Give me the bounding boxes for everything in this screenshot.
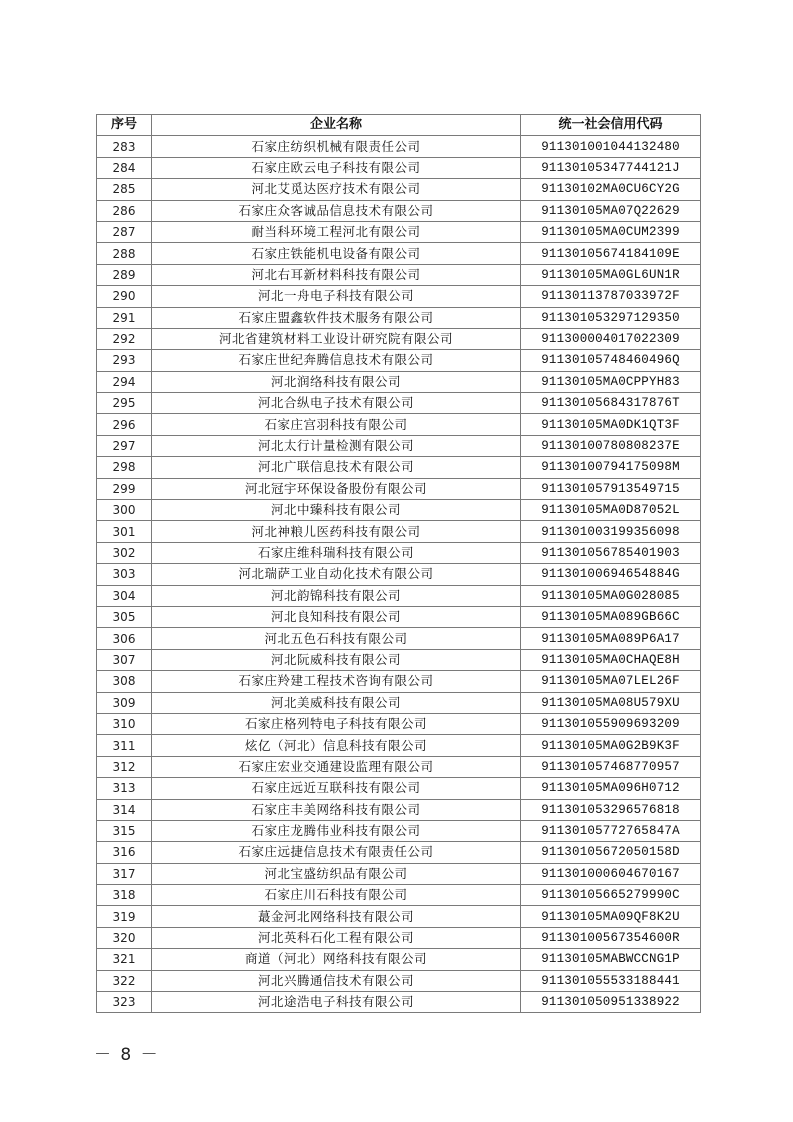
enterprise-name-cell: 石家庄远捷信息技术有限责任公司 [152, 842, 521, 863]
serial-number-cell: 320 [97, 927, 152, 948]
table-row [97, 970, 701, 991]
enterprise-name-cell: 河北右耳新材料科技有限公司 [152, 264, 521, 285]
table-row [97, 414, 701, 435]
serial-number-cell: 311 [97, 735, 152, 756]
table-row [97, 243, 701, 264]
serial-number-cell: 308 [97, 671, 152, 692]
serial-number-cell: 307 [97, 649, 152, 670]
enterprise-name-cell: 河北省建筑材料工业设计研究院有限公司 [152, 328, 521, 349]
enterprise-name-cell: 蕞金河北网络科技有限公司 [152, 906, 521, 927]
credit-code-cell: 91130105MA0D87052L [521, 500, 701, 521]
credit-code-cell: 91130105MA0CHAQE8H [521, 649, 701, 670]
table-row [97, 906, 701, 927]
credit-code-cell: 91130102MA0CU6CY2G [521, 179, 701, 200]
serial-number-cell: 317 [97, 863, 152, 884]
credit-code-cell: 911301053297129350 [521, 307, 701, 328]
serial-number-cell: 312 [97, 756, 152, 777]
credit-code-cell: 91130105MA0G2B9K3F [521, 735, 701, 756]
serial-number-cell: 323 [97, 992, 152, 1013]
serial-number-cell: 301 [97, 521, 152, 542]
enterprise-name-cell: 河北广联信息技术有限公司 [152, 457, 521, 478]
credit-code-cell: 91130105MA0GL6UN1R [521, 264, 701, 285]
serial-number-cell: 293 [97, 350, 152, 371]
credit-code-cell: 91130105674184109E [521, 243, 701, 264]
serial-number-cell: 313 [97, 778, 152, 799]
table-row [97, 671, 701, 692]
serial-number-cell: 297 [97, 435, 152, 456]
credit-code-cell: 91130100780808237E [521, 435, 701, 456]
credit-code-cell: 91130105MA08U579XU [521, 692, 701, 713]
enterprise-name-cell: 河北英科石化工程有限公司 [152, 927, 521, 948]
credit-code-cell: 911300004017022309 [521, 328, 701, 349]
table-row [97, 564, 701, 585]
credit-code-cell: 91130105748460496Q [521, 350, 701, 371]
table-row [97, 200, 701, 221]
table-row [97, 264, 701, 285]
serial-number-cell: 292 [97, 328, 152, 349]
enterprise-name-cell: 石家庄格列特电子科技有限公司 [152, 713, 521, 734]
serial-number-cell: 300 [97, 500, 152, 521]
credit-code-cell: 911301057913549715 [521, 478, 701, 499]
table-row [97, 157, 701, 178]
credit-code-cell: 911301055533188441 [521, 970, 701, 991]
table-row [97, 286, 701, 307]
credit-code-cell: 91130105MA07Q22629 [521, 200, 701, 221]
enterprise-name-cell: 河北润络科技有限公司 [152, 371, 521, 392]
credit-code-cell: 91130105MA07LEL26F [521, 671, 701, 692]
credit-code-cell: 91130105MA0CPPYH83 [521, 371, 701, 392]
enterprise-name-cell: 石家庄宏业交通建设监理有限公司 [152, 756, 521, 777]
serial-number-cell: 304 [97, 585, 152, 606]
credit-code-cell: 911301050951338922 [521, 992, 701, 1013]
credit-code-cell: 911301053296576818 [521, 799, 701, 820]
table-row [97, 649, 701, 670]
serial-number-cell: 314 [97, 799, 152, 820]
credit-code-cell: 91130105MA0G028085 [521, 585, 701, 606]
table-row [97, 585, 701, 606]
enterprise-name-cell: 炫亿（河北）信息科技有限公司 [152, 735, 521, 756]
enterprise-name-cell: 河北冠宇环保设备股份有限公司 [152, 478, 521, 499]
enterprise-name-cell: 河北神粮儿医药科技有限公司 [152, 521, 521, 542]
enterprise-name-cell: 石家庄盟鑫软件技术服务有限公司 [152, 307, 521, 328]
credit-code-cell: 91130105MA0DK1QT3F [521, 414, 701, 435]
serial-number-cell: 318 [97, 885, 152, 906]
serial-number-cell: 288 [97, 243, 152, 264]
credit-code-cell: 911301003199356098 [521, 521, 701, 542]
table-row [97, 842, 701, 863]
serial-number-cell: 287 [97, 221, 152, 242]
credit-code-cell: 91130100694654884G [521, 564, 701, 585]
enterprise-table [96, 114, 701, 1013]
serial-number-cell: 315 [97, 820, 152, 841]
enterprise-name-cell: 河北合纵电子技术有限公司 [152, 393, 521, 414]
table-row [97, 435, 701, 456]
enterprise-name-cell: 石家庄丰美网络科技有限公司 [152, 799, 521, 820]
enterprise-name-cell: 河北兴腾通信技术有限公司 [152, 970, 521, 991]
enterprise-name-cell: 河北五色石科技有限公司 [152, 628, 521, 649]
table-row [97, 799, 701, 820]
table-row [97, 393, 701, 414]
credit-code-cell: 911301057468770957 [521, 756, 701, 777]
credit-code-cell: 911301055909693209 [521, 713, 701, 734]
table-body [97, 136, 701, 1013]
column-header-enterprise-name: 企业名称 [152, 115, 521, 136]
enterprise-name-cell: 河北太行计量检测有限公司 [152, 435, 521, 456]
credit-code-cell: 91130105347744121J [521, 157, 701, 178]
enterprise-name-cell: 河北良知科技有限公司 [152, 606, 521, 627]
table-header-row [97, 115, 701, 136]
table-row [97, 478, 701, 499]
serial-number-cell: 286 [97, 200, 152, 221]
enterprise-name-cell: 石家庄宫羽科技有限公司 [152, 414, 521, 435]
enterprise-name-cell: 石家庄羚建工程技术咨询有限公司 [152, 671, 521, 692]
credit-code-cell: 91130105684317876T [521, 393, 701, 414]
enterprise-name-cell: 石家庄川石科技有限公司 [152, 885, 521, 906]
table-row [97, 328, 701, 349]
enterprise-name-cell: 石家庄维科瑞科技有限公司 [152, 542, 521, 563]
serial-number-cell: 289 [97, 264, 152, 285]
table-row [97, 521, 701, 542]
serial-number-cell: 302 [97, 542, 152, 563]
enterprise-name-cell: 商道（河北）网络科技有限公司 [152, 949, 521, 970]
table-row [97, 457, 701, 478]
table-row [97, 136, 701, 157]
serial-number-cell: 290 [97, 286, 152, 307]
credit-code-cell: 91130105665279990C [521, 885, 701, 906]
enterprise-name-cell: 河北阮威科技有限公司 [152, 649, 521, 670]
enterprise-name-cell: 耐当科环境工程河北有限公司 [152, 221, 521, 242]
serial-number-cell: 296 [97, 414, 152, 435]
credit-code-cell: 911301056785401903 [521, 542, 701, 563]
table-row [97, 863, 701, 884]
credit-code-cell: 91130105MA09QF8K2U [521, 906, 701, 927]
enterprise-name-cell: 河北一舟电子科技有限公司 [152, 286, 521, 307]
table-row [97, 628, 701, 649]
table-row [97, 778, 701, 799]
enterprise-name-cell: 河北韵锦科技有限公司 [152, 585, 521, 606]
enterprise-name-cell: 石家庄龙腾伟业科技有限公司 [152, 820, 521, 841]
table-row [97, 735, 701, 756]
credit-code-cell: 91130105MA0CUM2399 [521, 221, 701, 242]
serial-number-cell: 283 [97, 136, 152, 157]
serial-number-cell: 298 [97, 457, 152, 478]
table-row [97, 179, 701, 200]
credit-code-cell: 91130105672050158D [521, 842, 701, 863]
enterprise-name-cell: 河北美威科技有限公司 [152, 692, 521, 713]
table-row [97, 221, 701, 242]
serial-number-cell: 295 [97, 393, 152, 414]
column-header-credit-code: 统一社会信用代码 [521, 115, 701, 136]
serial-number-cell: 316 [97, 842, 152, 863]
serial-number-cell: 321 [97, 949, 152, 970]
credit-code-cell: 911301000604670167 [521, 863, 701, 884]
serial-number-cell: 294 [97, 371, 152, 392]
serial-number-cell: 305 [97, 606, 152, 627]
enterprise-name-cell: 石家庄纺织机械有限责任公司 [152, 136, 521, 157]
table-row [97, 992, 701, 1013]
table-row [97, 713, 701, 734]
table-row [97, 885, 701, 906]
serial-number-cell: 284 [97, 157, 152, 178]
credit-code-cell: 91130105MABWCCNG1P [521, 949, 701, 970]
table-row [97, 500, 701, 521]
credit-code-cell: 91130100794175098M [521, 457, 701, 478]
credit-code-cell: 911301001044132480 [521, 136, 701, 157]
credit-code-cell: 91130105MA096H0712 [521, 778, 701, 799]
page-number: － 8 － [94, 1045, 160, 1065]
table-row [97, 927, 701, 948]
serial-number-cell: 319 [97, 906, 152, 927]
column-header-serial-number: 序号 [97, 115, 152, 136]
enterprise-name-cell: 河北中臻科技有限公司 [152, 500, 521, 521]
enterprise-name-cell: 石家庄远近互联科技有限公司 [152, 778, 521, 799]
table-row [97, 820, 701, 841]
enterprise-name-cell: 河北宝盛纺织品有限公司 [152, 863, 521, 884]
table-row [97, 606, 701, 627]
enterprise-name-cell: 石家庄世纪奔腾信息技术有限公司 [152, 350, 521, 371]
table-row [97, 756, 701, 777]
table-row [97, 692, 701, 713]
serial-number-cell: 306 [97, 628, 152, 649]
credit-code-cell: 91130105772765847A [521, 820, 701, 841]
enterprise-name-cell: 河北瑞萨工业自动化技术有限公司 [152, 564, 521, 585]
table-row [97, 307, 701, 328]
credit-code-cell: 91130105MA089P6A17 [521, 628, 701, 649]
table-row [97, 350, 701, 371]
enterprise-name-cell: 河北途浩电子科技有限公司 [152, 992, 521, 1013]
serial-number-cell: 309 [97, 692, 152, 713]
serial-number-cell: 299 [97, 478, 152, 499]
credit-code-cell: 91130100567354600R [521, 927, 701, 948]
enterprise-name-cell: 石家庄欧云电子科技有限公司 [152, 157, 521, 178]
enterprise-name-cell: 石家庄铁能机电设备有限公司 [152, 243, 521, 264]
serial-number-cell: 285 [97, 179, 152, 200]
enterprise-name-cell: 石家庄众客诚品信息技术有限公司 [152, 200, 521, 221]
serial-number-cell: 291 [97, 307, 152, 328]
serial-number-cell: 322 [97, 970, 152, 991]
enterprise-name-cell: 河北艾觅达医疗技术有限公司 [152, 179, 521, 200]
credit-code-cell: 91130113787033972F [521, 286, 701, 307]
serial-number-cell: 303 [97, 564, 152, 585]
table-row [97, 949, 701, 970]
serial-number-cell: 310 [97, 713, 152, 734]
table-row [97, 371, 701, 392]
table-row [97, 542, 701, 563]
credit-code-cell: 91130105MA089GB66C [521, 606, 701, 627]
